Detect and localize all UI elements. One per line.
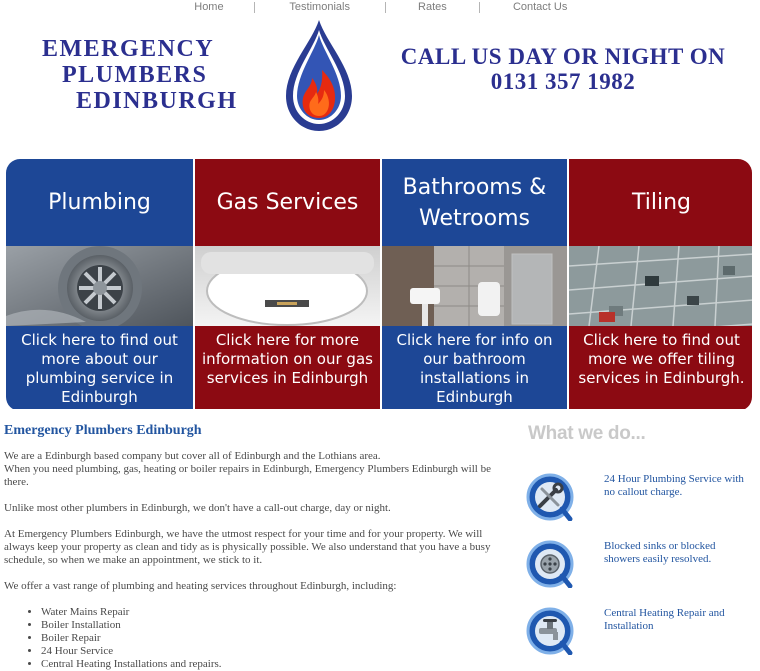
list-item: • Water Mains Repair (41, 606, 500, 619)
service-description[interactable]: Click here for info on our bathroom installations in Edinburgh (382, 326, 567, 409)
intro-line-1: We are a Edinburgh based company but cover all of Edinburgh and the Lothians area. (4, 450, 381, 462)
logo-line: EDINBURGH (76, 88, 238, 114)
sidebar-item-24hour[interactable] (526, 473, 760, 523)
intro-paragraph (4, 450, 500, 489)
page-heading: Emergency Plumbers Edinburgh (4, 423, 202, 438)
service-description[interactable]: Click here to find out more we offer tiling services in Edinburgh. (569, 326, 752, 409)
sidebar-item-text[interactable]: Central Heating Repair and Installation (604, 607, 725, 632)
sidebar (520, 423, 760, 632)
service-tile-bathrooms[interactable] (382, 159, 567, 411)
nav-rates[interactable]: Rates (418, 1, 447, 13)
site-logo-text[interactable] (38, 36, 270, 114)
services-list (4, 606, 500, 671)
main-content (4, 423, 500, 671)
list-item: • Central Heating Installations and repairs. (41, 658, 500, 671)
sidebar-item-text[interactable]: 24 Hour Plumbing Service with no callout charge. (604, 473, 744, 498)
gas-photo[interactable] (195, 246, 380, 326)
flame-drop-icon (282, 18, 356, 134)
service-tile-plumbing[interactable] (6, 159, 193, 411)
phone-number[interactable]: 0131 357 1982 (490, 69, 636, 94)
list-item: • Boiler Repair (41, 632, 500, 645)
sidebar-item-central-heating[interactable] (526, 607, 760, 657)
logo-line: EMERGENCY (42, 36, 215, 62)
list-item: • Boiler Installation (41, 619, 500, 632)
boiler-photo-image (195, 246, 380, 326)
list-item: • 24 Hour Service (41, 645, 500, 658)
tiling-photo[interactable] (569, 246, 752, 326)
nav-home[interactable]: Home (194, 1, 224, 13)
service-title[interactable]: Bathrooms & Wetrooms (382, 159, 567, 246)
tap-icon (526, 607, 574, 655)
service-title[interactable]: Plumbing (6, 159, 193, 246)
call-us-banner (388, 44, 738, 94)
bathroom-photo-image (382, 246, 567, 326)
intro-line-2: When you need plumbing, gas, heating or boiler repairs in Edinburgh, Emergency Plumbers Edinburgh will be there. (4, 463, 491, 488)
service-tile-gas[interactable] (195, 159, 380, 411)
top-nav (180, 0, 600, 16)
respect-paragraph: At Emergency Plumbers Edinburgh, we have the utmost respect for your time and for your property. We will always keep your property as clean and tidy as is physically possible. We also understand that you have a busy schedule, so when we make an appointment, we stick to it. (4, 528, 491, 566)
plumbing-photo[interactable] (6, 246, 193, 326)
service-description[interactable]: Click here for more information on our gas services in Edinburgh (195, 326, 380, 409)
call-us-text: CALL US DAY OR NIGHT ON (400, 44, 726, 69)
sidebar-item-text[interactable]: Blocked sinks or blocked showers easily resolved. (604, 540, 716, 565)
nav-testimonials[interactable]: Testimonials (289, 1, 350, 13)
tiles-photo-image (569, 246, 752, 326)
bathroom-photo[interactable] (382, 246, 567, 326)
what-we-do-heading: What we do... (528, 423, 646, 444)
service-description[interactable]: Click here to find out more about our plumbing service in Edinburgh (6, 326, 193, 409)
sidebar-item-blocked-sinks[interactable] (526, 540, 760, 590)
callout-paragraph: Unlike most other plumbers in Edinburgh, we don't have a call-out charge, day or night. (4, 502, 391, 514)
wrench-icon (526, 473, 574, 521)
service-title[interactable]: Tiling (569, 159, 752, 246)
drain-icon (526, 540, 574, 588)
logo-line: PLUMBERS (62, 62, 208, 88)
services-panel (6, 159, 752, 411)
services-intro-paragraph: We offer a vast range of plumbing and heating services throughout Edinburgh, including: (4, 580, 397, 592)
drain-photo-image (6, 246, 193, 326)
service-tile-tiling[interactable] (569, 159, 752, 411)
service-title[interactable]: Gas Services (195, 159, 380, 246)
nav-contact-us[interactable]: Contact Us (512, 1, 568, 13)
